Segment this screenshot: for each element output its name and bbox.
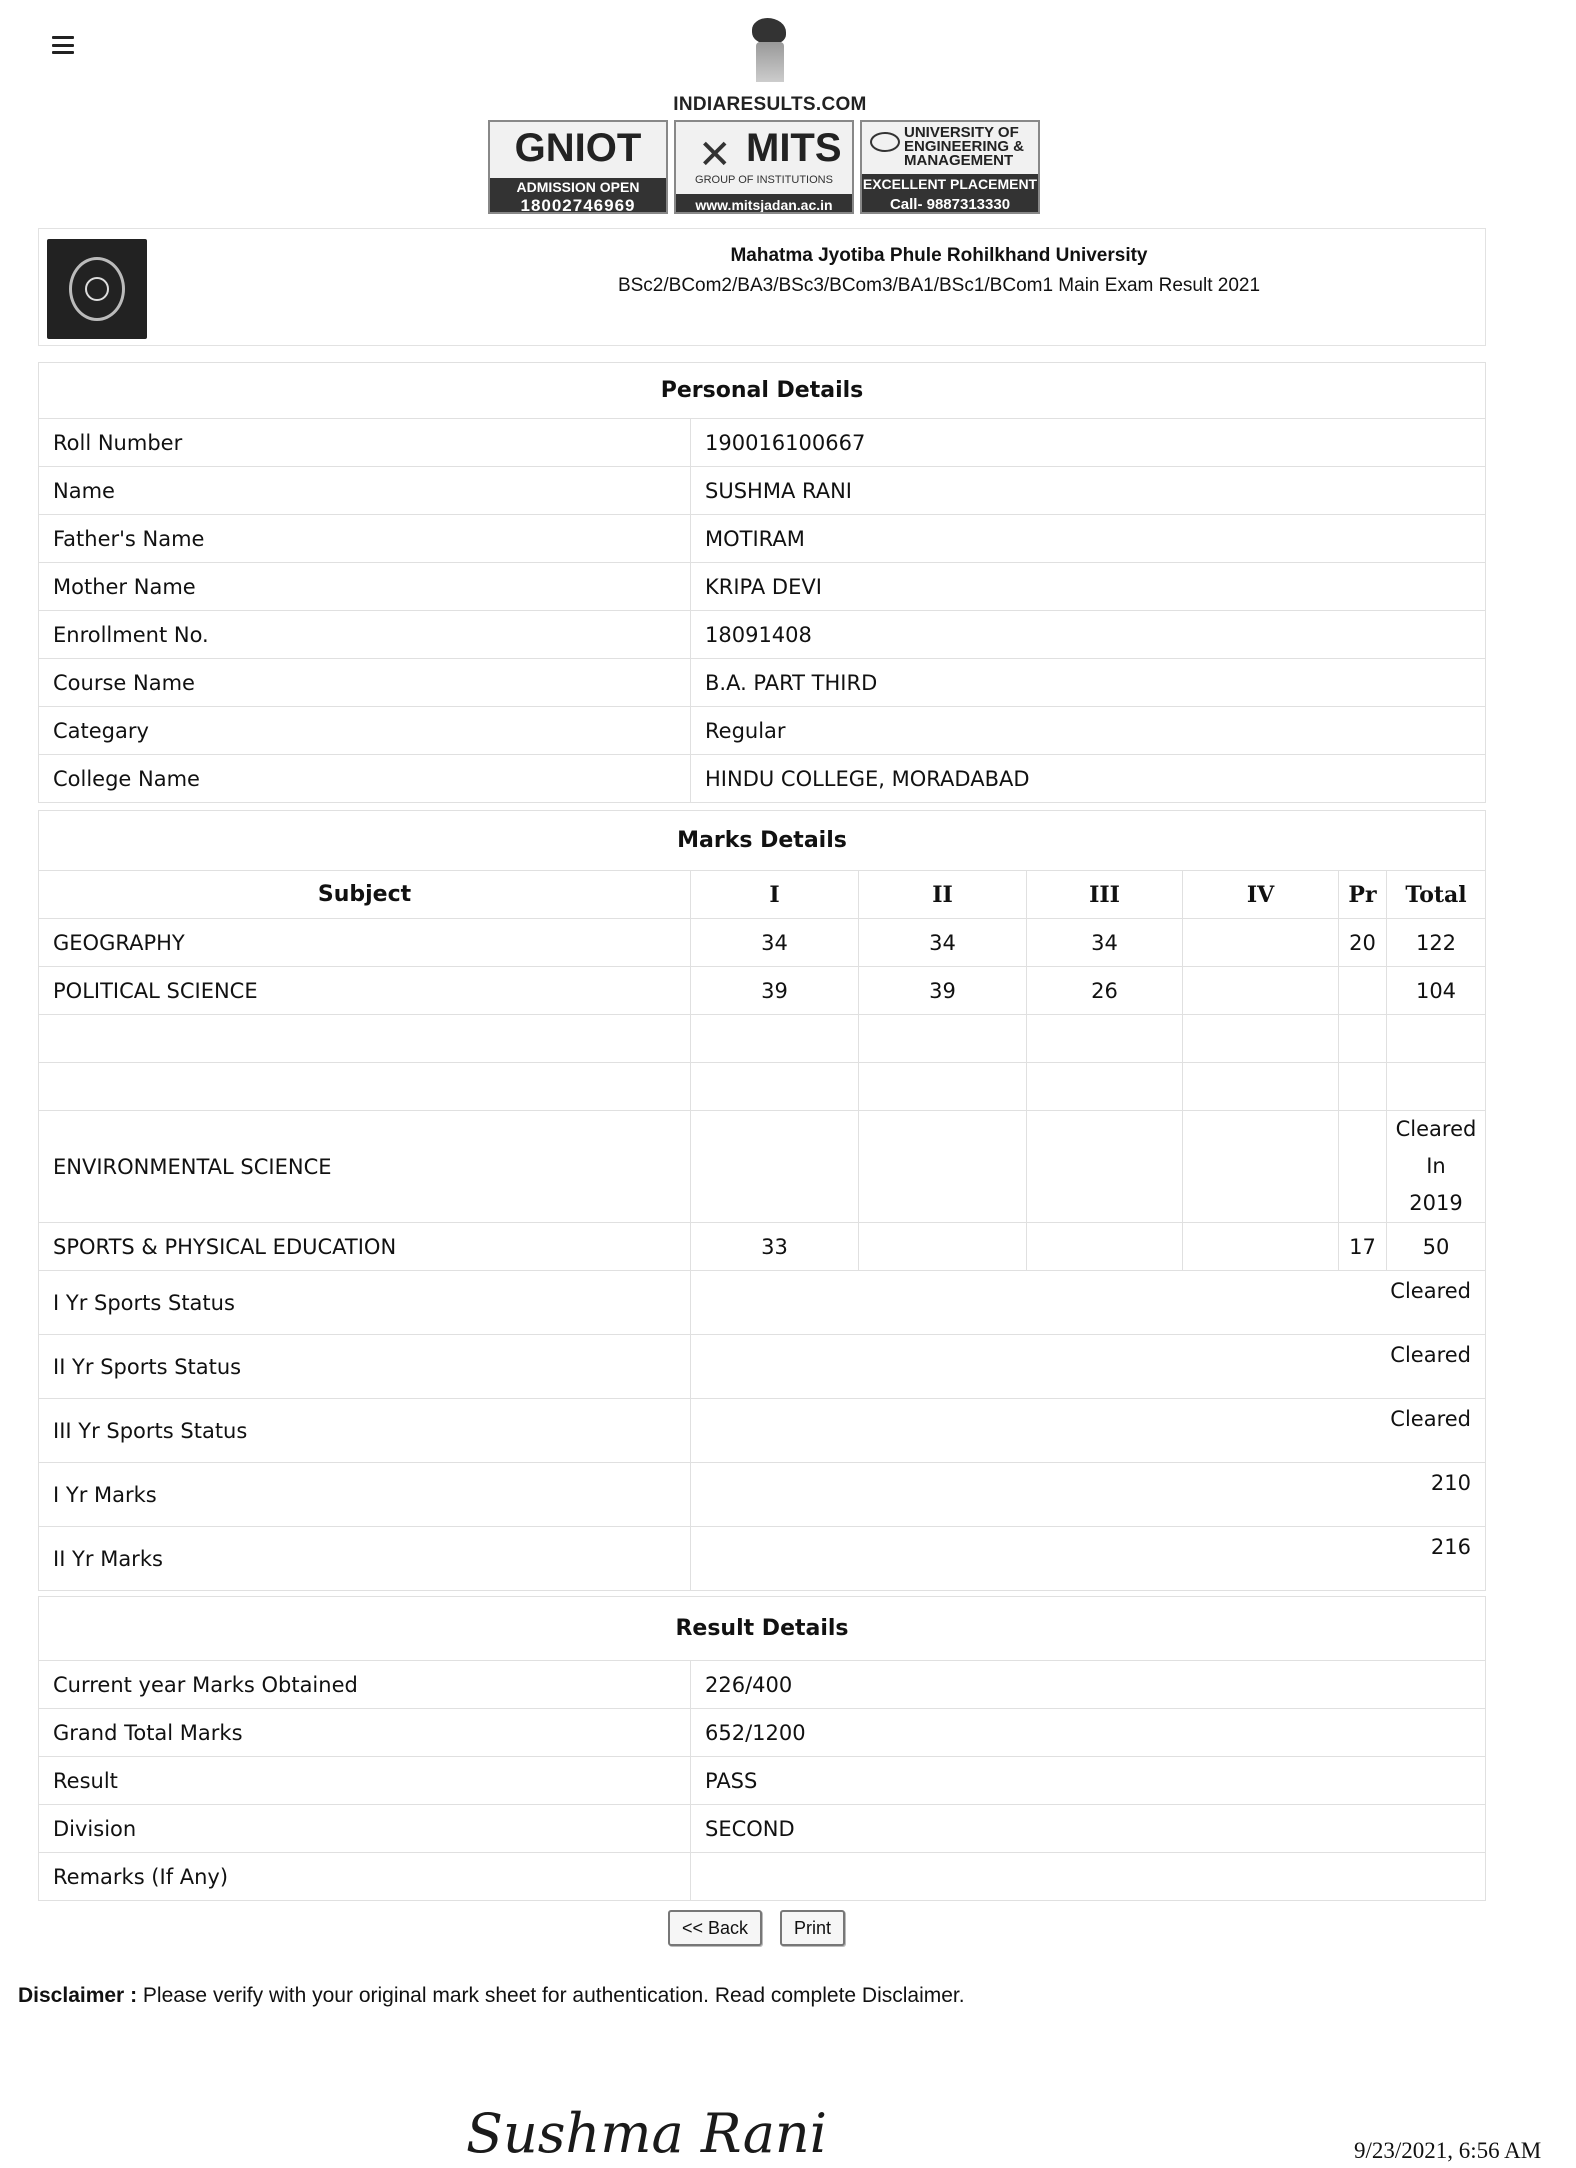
remarks-label: Remarks (If Any) <box>39 1853 691 1901</box>
ad-gniot-line2: 18002746969 <box>490 196 666 214</box>
action-buttons <box>668 1910 845 1946</box>
mark-i: 34 <box>691 919 859 967</box>
subject-name: POLITICAL SCIENCE <box>39 967 691 1015</box>
roll-number-value: 190016100667 <box>691 419 1486 467</box>
status-row <box>39 1463 1486 1527</box>
marks-details-heading: Marks Details <box>39 811 1486 871</box>
mark-ii: 39 <box>859 967 1027 1015</box>
mark-i: 33 <box>691 1223 859 1271</box>
col-iii: III <box>1027 871 1183 919</box>
subject-name: SPORTS & PHYSICAL EDUCATION <box>39 1223 691 1271</box>
signature-text: Sushma Rani <box>466 2102 827 2165</box>
mother-name-label: Mother Name <box>39 563 691 611</box>
marks-details-table <box>38 810 1486 1591</box>
ad-uem-line2: Call- 9887313330 <box>862 194 1038 214</box>
division-label: Division <box>39 1805 691 1853</box>
mark-ii <box>859 1111 1027 1223</box>
mark-total: 122 <box>1387 919 1486 967</box>
name-label: Name <box>39 467 691 515</box>
ad-mits-name: MITS <box>746 126 842 170</box>
mark-ii <box>859 1223 1027 1271</box>
mark-i: 39 <box>691 967 859 1015</box>
subject-name: GEOGRAPHY <box>39 919 691 967</box>
col-total: Total <box>1387 871 1486 919</box>
ad-uem[interactable] <box>860 120 1040 214</box>
enrollment-value: 18091408 <box>691 611 1486 659</box>
result-value: PASS <box>691 1757 1486 1805</box>
ad-uem-line1: EXCELLENT PLACEMENT <box>862 176 1038 192</box>
empty-row <box>39 1063 1486 1111</box>
col-ii: II <box>859 871 1027 919</box>
ad-gniot[interactable] <box>488 120 668 214</box>
current-marks-label: Current year Marks Obtained <box>39 1661 691 1709</box>
grand-total-value: 652/1200 <box>691 1709 1486 1757</box>
subject-name: ENVIRONMENTAL SCIENCE <box>39 1111 691 1223</box>
status-label: I Yr Sports Status <box>39 1271 691 1335</box>
enrollment-label: Enrollment No. <box>39 611 691 659</box>
status-value: Cleared <box>691 1399 1486 1463</box>
course-name-label: Course Name <box>39 659 691 707</box>
status-value: 216 <box>691 1527 1486 1591</box>
col-subject: Subject <box>39 871 691 919</box>
print-timestamp: 9/23/2021, 6:56 AM <box>1354 2138 1542 2163</box>
col-iv: IV <box>1183 871 1339 919</box>
college-name-value: HINDU COLLEGE, MORADABAD <box>691 755 1486 803</box>
back-button[interactable]: << Back <box>668 1910 762 1946</box>
mark-i <box>691 1111 859 1223</box>
handwritten-signature <box>460 2090 880 2168</box>
mark-iv <box>1183 1223 1339 1271</box>
disclaimer-text[interactable]: Please verify with your original mark sheet for authentication. Read complete Disclaimer. <box>137 1984 965 2007</box>
mother-name-value: KRIPA DEVI <box>691 563 1486 611</box>
table-row <box>39 967 1486 1015</box>
mark-pr <box>1339 1111 1387 1223</box>
ad-gniot-line1: ADMISSION OPEN <box>490 178 666 196</box>
status-label: II Yr Marks <box>39 1527 691 1591</box>
status-value: Cleared <box>691 1335 1486 1399</box>
ad-mits-line1: GROUP OF INSTITUTIONS <box>695 174 833 186</box>
status-row <box>39 1335 1486 1399</box>
mark-pr: 20 <box>1339 919 1387 967</box>
brand-logo-icon <box>746 14 794 84</box>
brand-name: INDIARESULTS.COM <box>673 94 867 115</box>
result-label: Result <box>39 1757 691 1805</box>
empty-row <box>39 1015 1486 1063</box>
category-value: Regular <box>691 707 1486 755</box>
result-details-heading: Result Details <box>39 1597 1486 1661</box>
status-label: III Yr Sports Status <box>39 1399 691 1463</box>
mark-iii <box>1027 1111 1183 1223</box>
status-row <box>39 1271 1486 1335</box>
uem-logo-icon <box>870 132 900 152</box>
father-name-value: MOTIRAM <box>691 515 1486 563</box>
status-row <box>39 1527 1486 1591</box>
mits-logo-icon: ✕ <box>698 132 732 178</box>
col-i: I <box>691 871 859 919</box>
print-button[interactable]: Print <box>780 1910 845 1946</box>
mark-iii: 34 <box>1027 919 1183 967</box>
grand-total-label: Grand Total Marks <box>39 1709 691 1757</box>
ad-banner-strip <box>488 120 1040 214</box>
division-value: SECOND <box>691 1805 1486 1853</box>
status-row <box>39 1399 1486 1463</box>
ad-gniot-name: GNIOT <box>514 126 642 170</box>
site-brand[interactable] <box>640 14 900 116</box>
ad-mits-line2: www.mitsjadan.ac.in <box>676 194 852 214</box>
remarks-value <box>691 1853 1486 1901</box>
personal-details-heading: Personal Details <box>39 363 1486 419</box>
table-row <box>39 1223 1486 1271</box>
college-name-label: College Name <box>39 755 691 803</box>
mark-total: 50 <box>1387 1223 1486 1271</box>
father-name-label: Father's Name <box>39 515 691 563</box>
category-label: Categary <box>39 707 691 755</box>
status-label: II Yr Sports Status <box>39 1335 691 1399</box>
mark-total-line: In <box>1426 1154 1446 1178</box>
table-row <box>39 919 1486 967</box>
status-value: Cleared <box>691 1271 1486 1335</box>
current-marks-value: 226/400 <box>691 1661 1486 1709</box>
menu-icon[interactable] <box>52 36 74 54</box>
university-name: Mahatma Jyotiba Phule Rohilkhand University <box>730 245 1148 266</box>
university-seal-icon <box>47 239 147 339</box>
mark-iv <box>1183 919 1339 967</box>
ad-mits[interactable] <box>674 120 854 214</box>
mark-total-line: 2019 <box>1409 1191 1463 1215</box>
mark-total: 104 <box>1387 967 1486 1015</box>
personal-details-table <box>38 362 1486 803</box>
course-name-value: B.A. PART THIRD <box>691 659 1486 707</box>
mark-iii: 26 <box>1027 967 1183 1015</box>
disclaimer <box>18 1984 965 2008</box>
col-pr: Pr <box>1339 871 1387 919</box>
mark-pr: 17 <box>1339 1223 1387 1271</box>
roll-number-label: Roll Number <box>39 419 691 467</box>
mark-iv <box>1183 967 1339 1015</box>
status-label: I Yr Marks <box>39 1463 691 1527</box>
result-details-table <box>38 1596 1486 1901</box>
name-value: SUSHMA RANI <box>691 467 1486 515</box>
exam-title: BSc2/BCom2/BA3/BSc3/BCom3/BA1/BSc1/BCom1 Main Exam Result 2021 <box>617 275 1261 296</box>
mark-pr <box>1339 967 1387 1015</box>
mark-total <box>1387 1111 1486 1223</box>
mark-iii <box>1027 1223 1183 1271</box>
ad-uem-name: UNIVERSITY OF ENGINEERING & MANAGEMENT <box>904 124 1025 169</box>
mark-iv <box>1183 1111 1339 1223</box>
disclaimer-label: Disclaimer : <box>18 1984 138 2007</box>
university-header <box>38 228 1486 346</box>
table-row <box>39 1111 1486 1223</box>
mark-ii: 34 <box>859 919 1027 967</box>
mark-total-line: Cleared <box>1395 1117 1477 1141</box>
status-value: 210 <box>691 1463 1486 1527</box>
